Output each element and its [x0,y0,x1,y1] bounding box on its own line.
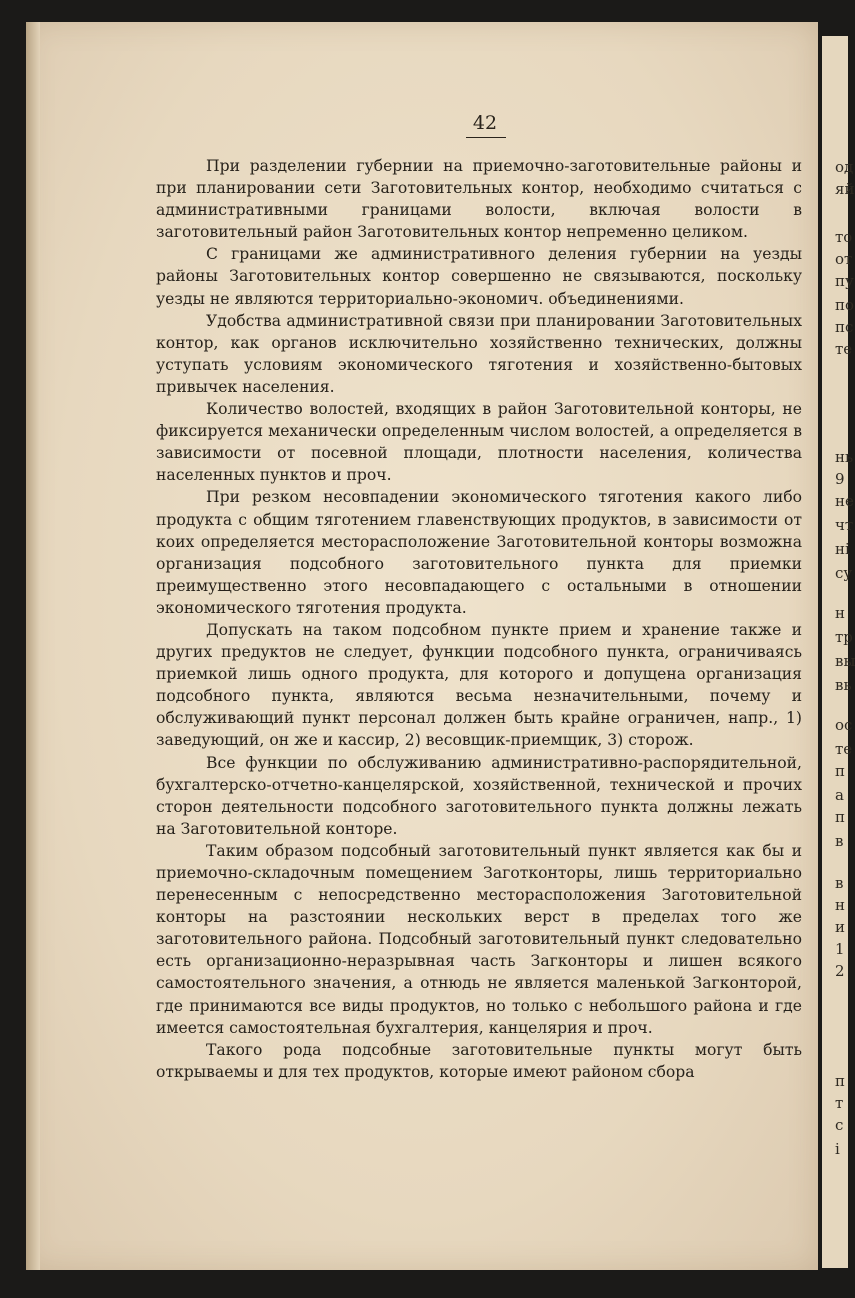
facing-page-fragment: н [835,896,845,914]
facing-page-fragment: п [835,762,845,780]
facing-page-fragment: а [835,786,844,804]
facing-page-fragment: і [835,1140,840,1158]
facing-page-fragment: вы [835,652,855,670]
paragraph: Допускать на таком подсобном пункте прием и хранение также и других предуктов не следует, функции подсобного пункта, ограничиваясь приемкой лишь одного продукта, для которого и допущена организация подсобного пункта, являются весьма незначительными, почему и обслуживающий пункт персонал должен быть крайне ограничен, напр., 1) заведующий, он же и кассир, 2) весовщик-приемщик, 3) сторож. [156,620,802,750]
facing-page-fragment: не [835,492,854,510]
facing-page-fragment: 1 [835,940,845,958]
facing-page-fragment: яй [835,180,855,198]
facing-page-fragment: ні [835,540,850,558]
facing-page-fragment: су [835,564,853,582]
paragraph: Количество волостей, входящих в район Заготовительной конторы, не фиксируется механически определенным числом волостей, а определяется в зависимости от посевной площади, плотности населения, количества населенных пунктов и проч. [156,400,802,485]
facing-page-fragment: те [835,740,853,758]
paragraph: При разделении губернии на приемочно-заготовительные районы и при планировании сети Заготовительных контор, необходимо считаться с административными границами волости, включая волости в заготовительный район Заготовительных контор непременно целиком. [156,157,802,242]
paragraph: Удобства административной связи при планировании Заготовительных контор, как органов исключительно хозяйственно технических, должны уступать условиям экономического тяготения и хозяйственно-бытовых привычек населения. [156,311,802,396]
paragraph: При резком несовпадении экономического тяготения какого либо продукта с общим тяготением главенствующих продуктов, в зависимости от коих определяется месторасположение Заготовительной конторы возможна организация подсобного заготовительного пункта для приемки преимущественно этого несовпадающего с остальными в отношении экономического тяготения продукта. [156,488,802,617]
facing-page-fragment: п [835,808,845,826]
paragraph: Все функции по обслуживанию административно-распорядительной, бухгалтерско-отчетно-канцелярской, хозяйственной, технической и прочих сторон деятельности подсобного заготовительного пункта должны лежать на Заготовительной конторе. [156,753,802,838]
facing-page-fragment: нь [835,448,854,466]
facing-page-fragment: с [835,1116,844,1134]
facing-page-fragment: 9 [835,470,845,488]
facing-page-fragment: вь [835,676,852,694]
facing-page-fragment: по [835,296,855,314]
facing-page-fragment: пс [835,318,854,336]
facing-page-fragment: ос [835,716,853,734]
paragraph: Таким образом подсобный заготовительный пункт является как бы и приемочно-складочным помещением Заготконторы, лишь территориально перенесенным с непосредственно месторасположения Заготовительной конторы на разстоянии нескольких верст в пределах того же заготовительного района. Подсобный заготовительный пункт следовательно есть организационно-неразрывная часть Загконторы и лишен всякого самостоятельного значения, а отнюдь не является маленькой Загконторой, где принимаются все виды продуктов, но только с небольшого района и где имеется самостоятельная бухгалтерия, канцелярия и проч. [156,841,802,1037]
facing-page-fragment: и [835,918,845,936]
paragraph: Такого рода подсобные заготовительные пункты могут быть открываемы и для тех продуктов, которые имеют районом сбора [156,1040,802,1081]
facing-page-fragment: чт [835,516,854,534]
facing-page-fragment: од [835,158,854,176]
page-edge [26,22,40,1270]
facing-page-fragment: пу [835,272,854,290]
facing-page-fragment: тр [835,628,853,646]
text-body [156,155,802,1083]
facing-page-fragment: в [835,832,844,850]
facing-page-fragment: 2 [835,962,845,980]
facing-page-fragment: п [835,1072,845,1090]
facing-page-fragment: те [835,340,853,358]
facing-page-fragment: от [835,250,853,268]
page-number-rule [466,137,506,138]
facing-page-edge [822,36,855,1268]
facing-page-fragment: то [835,228,853,246]
facing-page-fragment: т [835,1094,844,1112]
page-number: 42 [472,112,498,134]
facing-page-fragment: н [835,604,845,622]
paragraph: С границами же административного деления губернии на уезды районы Заготовительных контор совершенно не связываются, поскольку уезды не являются территориально-экономич. объединениями. [156,245,802,308]
facing-page-fragment: в [835,874,844,892]
